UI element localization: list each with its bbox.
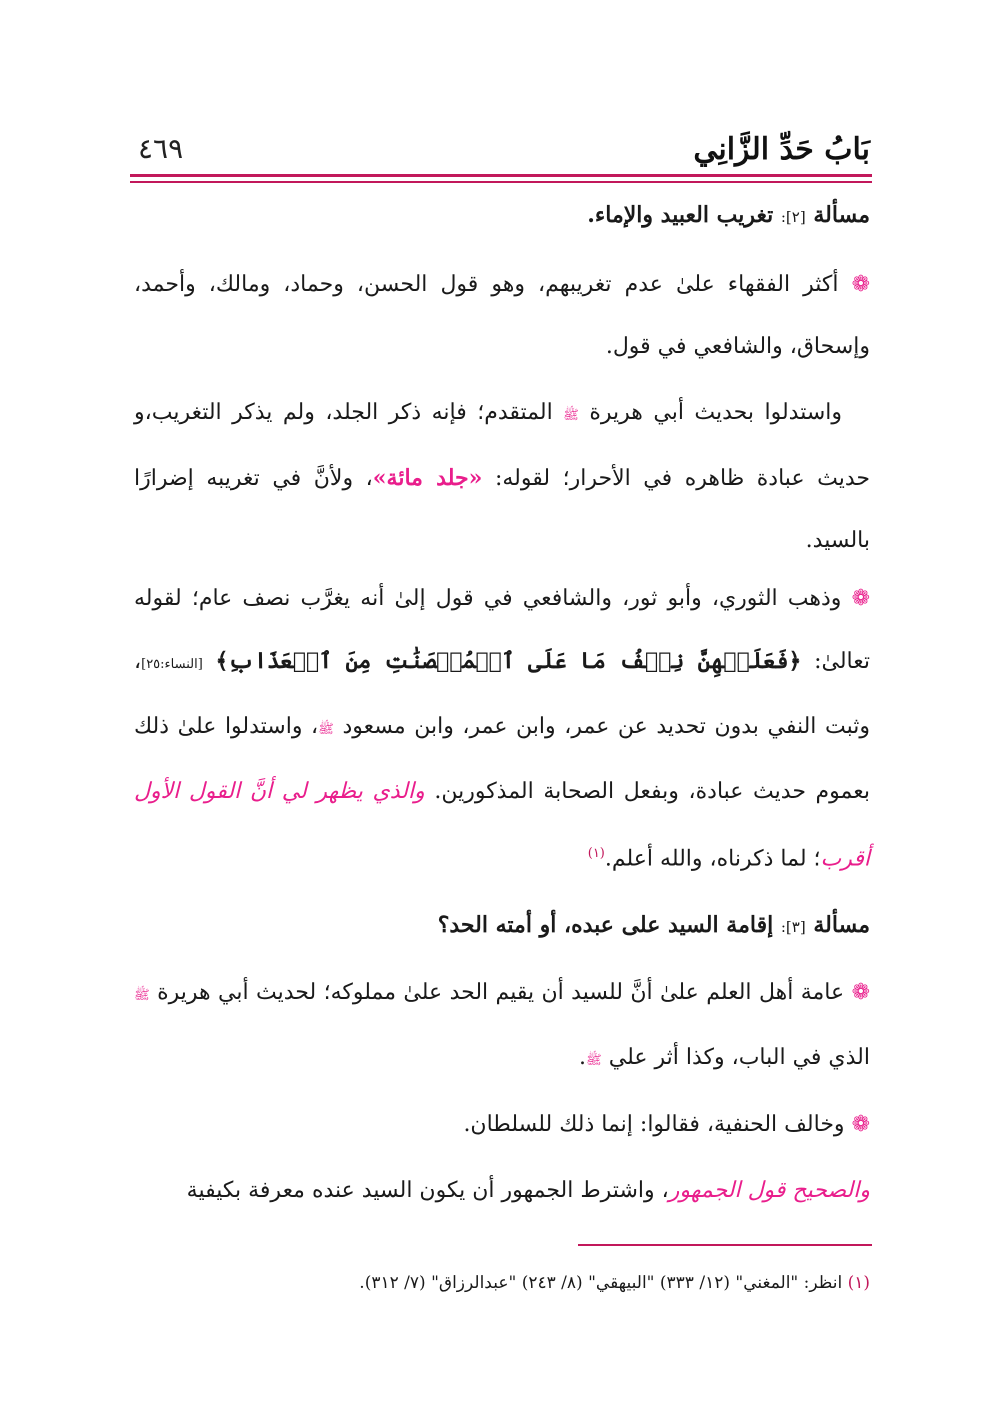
paragraph-text: ؛ لما ذكرناه، والله أعلم.: [604, 846, 821, 872]
header-rule-top: [130, 174, 872, 177]
question-number: [٢]:: [780, 208, 806, 226]
paragraph-6: [134, 1160, 870, 1222]
honorific-glyph: ﷺ: [134, 988, 150, 1003]
quran-verse: ﴿فَعَلَيۡهِنَّ نِصۡفُ مَا عَلَى ٱلۡمُحۡصَنَٰتِ مِنَ ٱلۡعَذَابِ﴾: [215, 648, 802, 674]
footnote-text: انظر: "المغني" (١٢/ ٣٣٣) "البيهقي" (٨/ ٢٤٣) "عبدالرزاق" (٧/ ٣١٢).: [359, 1273, 843, 1293]
paragraph-5: [134, 1094, 870, 1156]
paragraph-1: [134, 254, 870, 378]
chapter-title: بَابُ حَدِّ الزَّانِي: [693, 132, 870, 167]
question-label: مسألة: [813, 202, 870, 228]
paragraph-4: [134, 962, 870, 1092]
flower-bullet-icon: ❁: [851, 272, 870, 297]
question-label: مسألة: [813, 912, 870, 938]
paragraph-2: [134, 382, 870, 572]
paragraph-text: واستدلوا بحديث أبي هريرة: [589, 400, 843, 425]
author-opinion: والذي يظهر لي أنَّ القول الأول أقرب: [134, 779, 870, 872]
question-heading-2: [134, 200, 870, 232]
paragraph-text: المتقدم؛ فإنه ذكر الجلد، ولم يذكر التغريب،و حديث عبادة ظاهره في الأحرار؛ لقوله:: [134, 400, 871, 491]
footnote-mark: (١): [847, 1273, 870, 1293]
honorific-glyph: ﷺ: [586, 1053, 602, 1068]
paragraph-text: ، واستدلوا علىٰ ذلك بعموم حديث عبادة، وبفعل الصحابة المذكورين.: [134, 714, 870, 804]
paragraph-text: .: [579, 1045, 587, 1070]
question-number: [٣]:: [780, 918, 806, 936]
honorific-glyph: ﷺ: [318, 722, 334, 737]
paragraph-text: وذهب الثوري، وأبو ثور، والشافعي في قول إلىٰ أنه يغرَّب نصف عام؛ لقوله تعالىٰ:: [134, 586, 870, 674]
flower-bullet-icon: ❁: [851, 980, 870, 1005]
paragraph-text: ، ولأنَّ في تغريبه إضرارًا بالسيد.: [134, 466, 870, 553]
honorific-glyph: ﷺ: [563, 408, 579, 423]
question-title: تغريب العبيد والإماء.: [587, 202, 774, 228]
paragraph-text: أكثر الفقهاء علىٰ عدم تغريبهم، وهو قول الحسن، وحماد، ومالك، وأحمد، وإسحاق، والشافعي في قول.: [134, 272, 870, 359]
footnote-reference: (١): [587, 846, 605, 861]
header-rule-bottom: [130, 181, 872, 183]
paragraph-text: عامة أهل العلم علىٰ أنَّ للسيد أن يقيم الحد علىٰ مملوكه؛ لحديث أبي هريرة: [157, 980, 845, 1005]
paragraph-3: [134, 568, 870, 890]
footnote: [134, 1270, 870, 1296]
flower-bullet-icon: ❁: [851, 586, 870, 611]
paragraph-text: ، وثبت النفي بدون تحديد عن عمر، وابن عمر، وابن مسعود: [134, 649, 870, 739]
question-title: إقامة السيد على عبده، أو أمته الحد؟: [437, 912, 774, 938]
paragraph-text: الذي في الباب، وكذا أثر علي: [608, 1045, 870, 1070]
paragraph-text: وخالف الحنفية، فقالوا: إنما ذلك للسلطان.: [463, 1112, 845, 1137]
flower-bullet-icon: ❁: [851, 1112, 870, 1137]
verse-reference: [النساء:٢٥]: [141, 657, 203, 672]
paragraph-text: ، واشترط الجمهور أن يكون السيد عنده معرفة بكيفية: [186, 1178, 669, 1203]
question-heading-3: [134, 910, 870, 942]
footnote-separator: [578, 1244, 872, 1246]
hadith-quote: «جلد مائة»: [372, 465, 483, 491]
page-number: ٤٦٩: [138, 132, 184, 165]
author-opinion: والصحيح قول الجمهور: [668, 1178, 870, 1203]
